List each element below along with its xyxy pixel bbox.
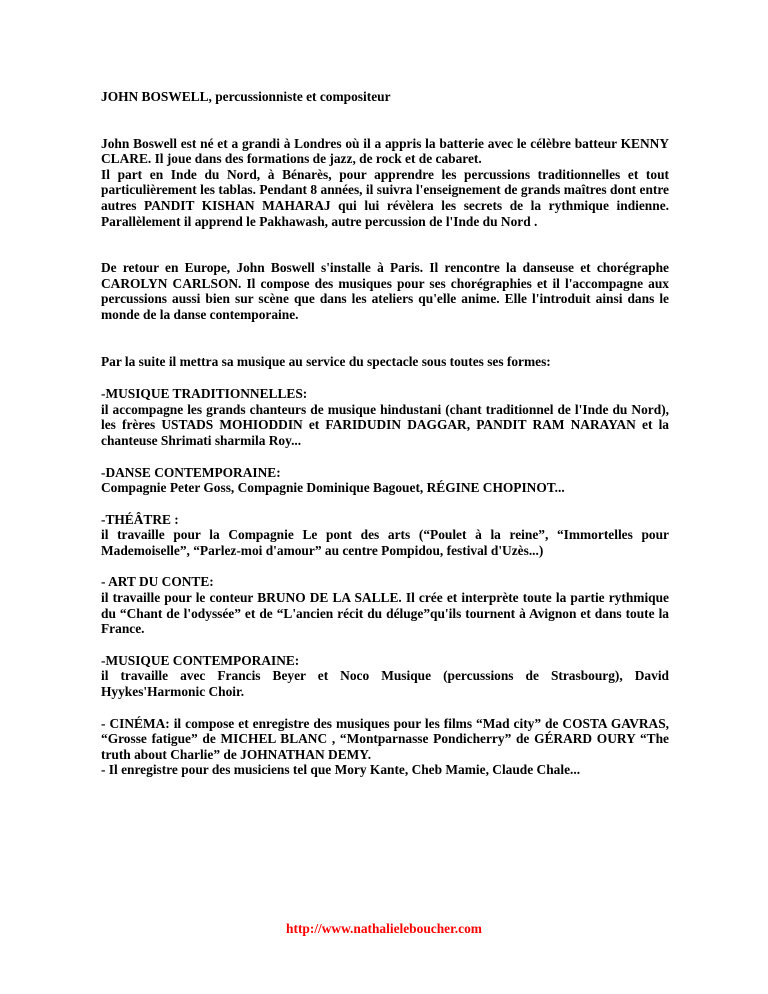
- section-text: il travaille pour la Compagnie Le pont des arts (“Poulet à la reine”, “Immortelles pour Mademoiselle”, “Parlez-moi d'amour” au centre Pompidou, festival d'Uzès...): [101, 527, 669, 558]
- bio-block-1: [101, 136, 669, 230]
- cinema-text: - CINÉMA: il compose et enregistre des musiques pour les films “Mad city” de COSTA GAVRAS, “Grosse fatigue” de MICHEL BLANC , “Montparnasse Pondicherry” de GÉRARD OURY “The truth about Charlie” de JOHNATHAN DEMY.: [101, 715, 669, 762]
- section-cinema: [101, 716, 669, 778]
- section-heading: -MUSIQUE TRADITIONNELLES:: [101, 386, 308, 402]
- intro-line: Par la suite il mettra sa musique au service du spectacle sous toutes ses formes:: [101, 353, 551, 369]
- bio-paragraph-india: Il part en Inde du Nord, à Bénarès, pour apprendre les percussions traditionnelles et tout particulièrement les tablas. Pendant 8 années, il suivra l'enseignement de grands maîtres dont entre autres PANDIT KISHAN MAHARAJ qui lui révèlera les secrets de la rythmique indienne. Parallèlement il apprend le Pakhawash, autre percussion de l'Inde du Nord .: [101, 166, 669, 229]
- section-heading: -DANSE CONTEMPORAINE:: [101, 464, 281, 480]
- section-musique-contemporaine: [101, 653, 669, 700]
- footer-link[interactable]: http://www.nathalieleboucher.com: [286, 921, 482, 936]
- section-heading: -THÉÂTRE :: [101, 511, 179, 527]
- section-danse-contemporaine: [101, 465, 669, 496]
- section-text: Compagnie Peter Goss, Compagnie Dominique Bagouet, RÉGINE CHOPINOT...: [101, 480, 565, 496]
- document-body: [101, 89, 669, 794]
- section-text: il travaille avec Francis Beyer et Noco Musique (percussions de Strasbourg), David Hyykes'Harmonic Choir.: [101, 668, 669, 700]
- section-heading: - ART DU CONTE:: [101, 574, 214, 590]
- section-text: il accompagne les grands chanteurs de musique hindustani (chant traditionnel de l'Inde du Nord), les frères USTADS MOHIODDIN et FARIDUDIN DAGGAR, PANDIT RAM NARAYAN et la chanteuse Shrimati sharmila Roy...: [101, 401, 669, 448]
- section-heading: -MUSIQUE CONTEMPORAINE:: [101, 652, 300, 668]
- document-title: JOHN BOSWELL, percussionniste et compositeur: [101, 89, 391, 104]
- bio-paragraph-paris: De retour en Europe, John Boswell s'installe à Paris. Il rencontre la danseuse et chorégraphe CAROLYN CARLSON. Il compose des musiques pour ses chorégraphies et il l'accompagne aux percussions aussi bien sur scène que dans les ateliers qu'elle anime. Elle l'introduit ainsi dans le monde de la danse contemporaine.: [101, 260, 669, 322]
- section-musique-traditionnelles: [101, 386, 669, 448]
- section-art-du-conte: [101, 574, 669, 636]
- bio-block-2: [101, 260, 669, 322]
- section-theatre: [101, 512, 669, 559]
- bio-paragraph-london: John Boswell est né et a grandi à Londres où il a appris la batterie avec le célèbre batteur KENNY CLARE. Il joue dans des formations de jazz, de rock et de cabaret.: [101, 135, 669, 167]
- section-text: il travaille pour le conteur BRUNO DE LA SALLE. Il crée et interprète toute la partie rythmique du “Chant de l'odyssée” et de “L'ancien récit du déluge”qu'ils tournent à Avignon et dans toute la France.: [101, 590, 669, 637]
- musicians-text: - Il enregistre pour des musiciens tel que Mory Kante, Cheb Mamie, Claude Chale...: [101, 762, 581, 778]
